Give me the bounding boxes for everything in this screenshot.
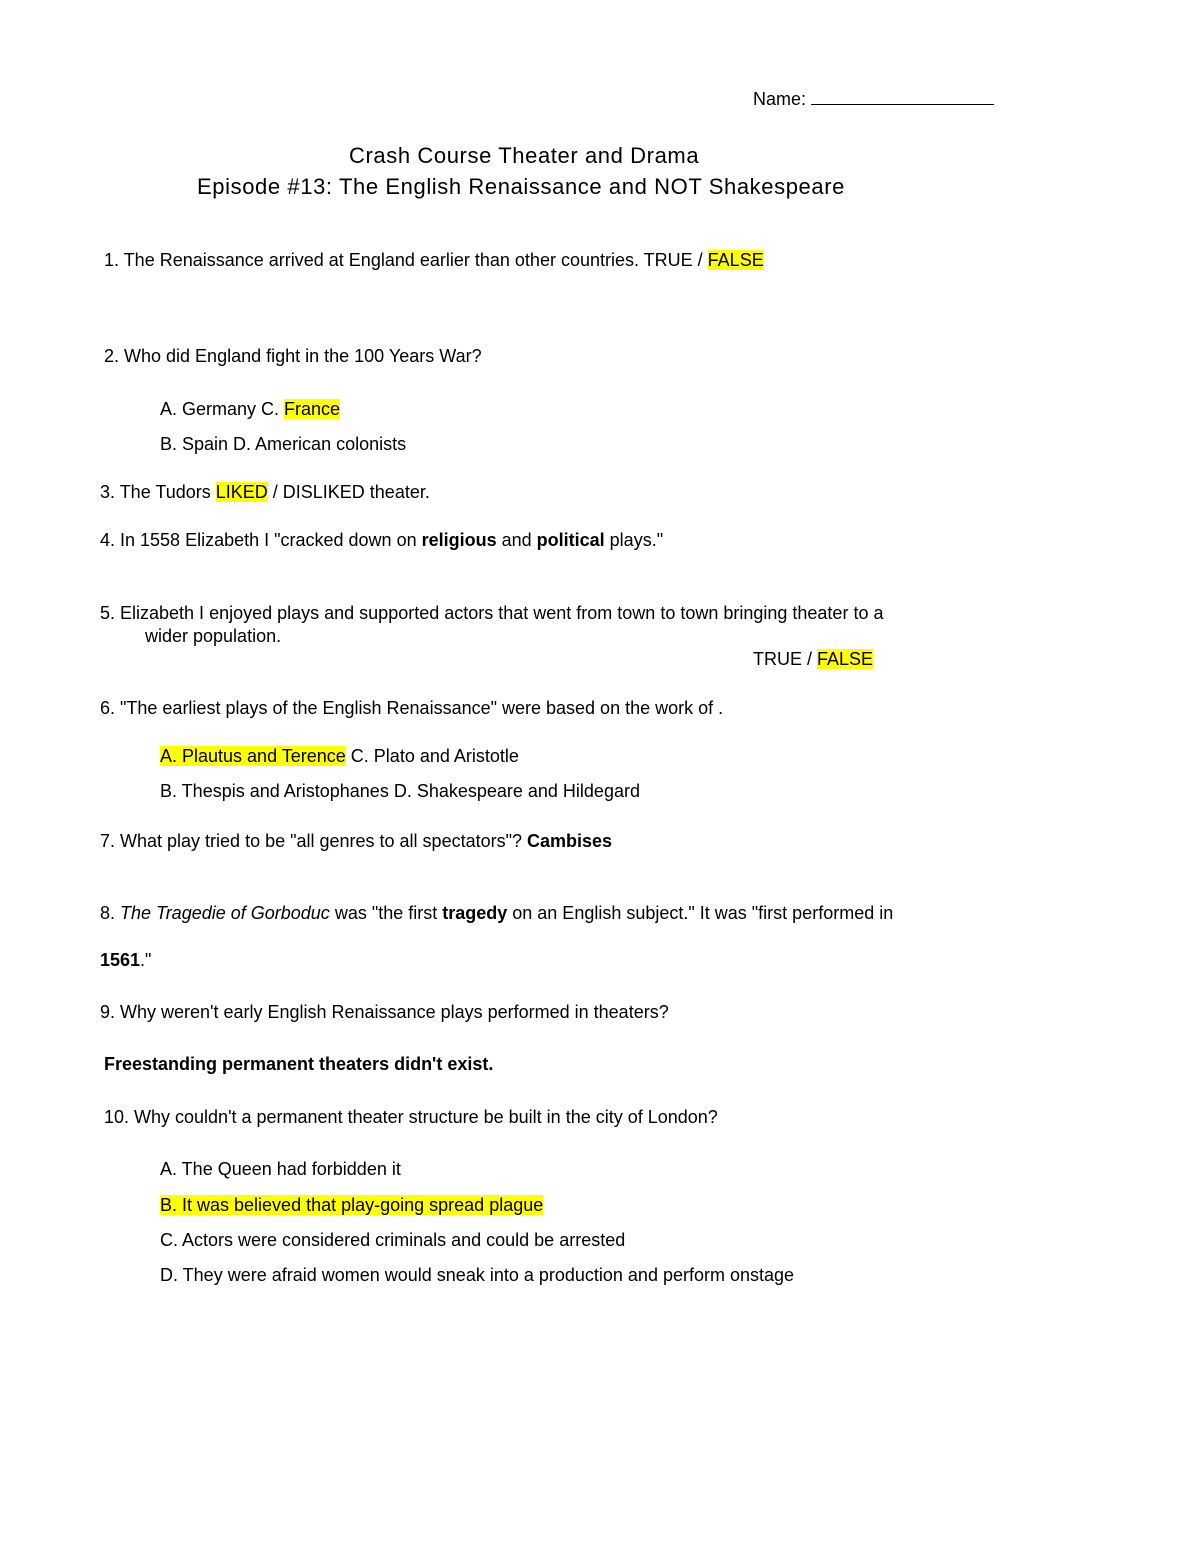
name-field: [753, 88, 994, 110]
question-8-play-title: The Tragedie of Gorboduc: [120, 903, 330, 923]
name-blank-line[interactable]: [811, 88, 994, 105]
question-5-answer: FALSE: [817, 649, 874, 669]
question-6-options-row-2: B. Thespis and Aristophanes D. Shakespeare and Hildegard: [160, 781, 640, 801]
question-6-answer: A. Plautus and Terence: [160, 746, 346, 766]
question-6: 6. "The earliest plays of the English Renaissance" were based on the work of .: [100, 698, 724, 718]
question-4-answer-2: political: [536, 530, 605, 550]
question-8-number: 8.: [100, 903, 121, 923]
question-7: [100, 830, 612, 852]
question-6-option-text: C. Plato and Aristotle: [345, 746, 519, 766]
question-3-text-pre: 3. The Tudors: [100, 482, 216, 502]
question-4-text-mid: and: [496, 530, 537, 550]
question-2-option-text: A. Germany C.: [160, 399, 285, 419]
question-8-answer-2: 1561: [100, 950, 141, 970]
question-4-text-pre: 4. In 1558 Elizabeth I "cracked down on: [100, 530, 422, 550]
question-6-options-row-1: [160, 745, 519, 767]
question-10-option-d: D. They were afraid women would sneak into a production and perform onstage: [160, 1265, 795, 1285]
question-8-answer-1: tragedy: [442, 903, 508, 923]
question-5-tf-text: TRUE /: [753, 649, 818, 669]
question-10: 10. Why couldn't a permanent theater structure be built in the city of London?: [104, 1107, 718, 1127]
question-9: 9. Why weren't early English Renaissance plays performed in theaters?: [100, 1002, 669, 1022]
question-5-true-false: [753, 648, 873, 670]
question-3-answer: LIKED: [215, 482, 268, 502]
question-1-answer: FALSE: [707, 250, 764, 270]
question-2-options-row-2: B. Spain D. American colonists: [160, 434, 407, 454]
question-1: [104, 249, 764, 271]
question-2-answer: France: [284, 399, 341, 419]
question-7-text: 7. What play tried to be "all genres to all spectators"?: [100, 831, 527, 851]
question-2: 2. Who did England fight in the 100 Years War?: [104, 346, 482, 366]
worksheet-subtitle: Episode #13: The English Renaissance and NOT Shakespeare: [197, 174, 845, 199]
question-8-text-mid-1: was "the first: [329, 903, 443, 923]
question-10-option-b: [160, 1194, 543, 1216]
question-4-text-post: plays.": [604, 530, 664, 550]
question-9-answer: Freestanding permanent theaters didn't exist.: [104, 1054, 494, 1074]
question-10-option-c: C. Actors were considered criminals and could be arrested: [160, 1230, 626, 1250]
question-7-answer: Cambises: [527, 831, 613, 851]
question-10-answer: B. It was believed that play-going spread plague: [160, 1195, 544, 1215]
question-3-text-post: / DISLIKED theater.: [267, 482, 430, 502]
question-8-text-mid-2: on an English subject." It was "first performed in: [507, 903, 894, 923]
question-1-text: 1. The Renaissance arrived at England earlier than other countries. TRUE /: [104, 250, 708, 270]
question-8: [100, 902, 893, 924]
question-5-line-2: wider population.: [145, 626, 282, 646]
question-8-line-2: [100, 949, 151, 971]
question-10-option-a: A. The Queen had forbidden it: [160, 1159, 401, 1179]
name-label: Name:: [753, 89, 812, 109]
question-4: [100, 529, 663, 551]
question-3: [100, 481, 430, 503]
worksheet-title: Crash Course Theater and Drama: [349, 143, 700, 168]
question-5-line-1: 5. Elizabeth I enjoyed plays and supported actors that went from town to town bringing theater to a: [100, 603, 884, 623]
question-8-text-end: .": [140, 950, 152, 970]
question-2-options-row-1: [160, 398, 340, 420]
question-4-answer-1: religious: [421, 530, 497, 550]
